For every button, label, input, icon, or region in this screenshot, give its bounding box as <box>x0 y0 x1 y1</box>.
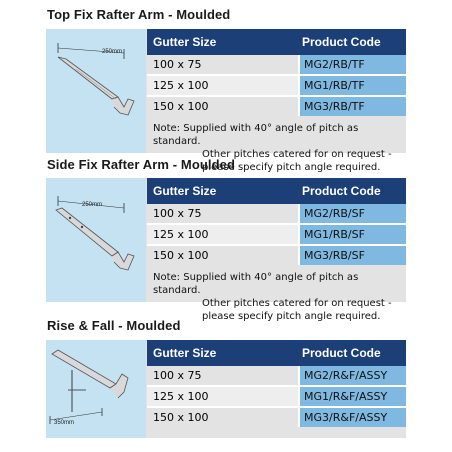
image-top-fix-rafter-arm <box>46 29 146 153</box>
table-row <box>147 406 406 427</box>
header-gutter-size: Gutter Size <box>153 184 217 198</box>
table-top-fix <box>147 29 406 174</box>
header-product-code: Product Code <box>302 346 381 360</box>
table-row <box>147 74 406 95</box>
section-title-side-fix: Side Fix Rafter Arm - Moulded <box>47 157 236 172</box>
image-side-fix-rafter-arm <box>46 178 146 302</box>
product-code-cell: MG3/R&F/ASSY <box>298 408 406 427</box>
product-code-cell: MG3/RB/TF <box>298 97 406 116</box>
product-code-cell: MG3/RB/SF <box>298 246 406 265</box>
table-header <box>147 340 406 366</box>
panel-side-fix <box>46 178 406 322</box>
table-row <box>147 366 406 385</box>
image-rise-fall-bracket <box>46 340 146 438</box>
table-row <box>147 204 406 223</box>
section-title-top-fix: Top Fix Rafter Arm - Moulded <box>47 7 231 22</box>
gutter-size-cell: 100 x 75 <box>147 55 298 74</box>
table-body <box>147 366 406 427</box>
note-line: Other pitches catered for on request - <box>202 298 392 309</box>
note-text <box>147 265 406 323</box>
product-code-cell: MG1/RB/SF <box>298 225 406 244</box>
note-line: Note: Supplied with 40° angle of pitch as standard. <box>153 123 359 147</box>
gutter-size-cell: 125 x 100 <box>147 225 298 244</box>
gutter-size-cell: 100 x 75 <box>147 204 298 223</box>
gutter-size-cell: 125 x 100 <box>147 76 298 95</box>
gutter-size-cell: 150 x 100 <box>147 246 298 265</box>
gutter-size-cell: 150 x 100 <box>147 97 298 116</box>
table-row <box>147 223 406 244</box>
table-row <box>147 55 406 74</box>
header-product-code: Product Code <box>302 35 381 49</box>
gutter-size-cell: 100 x 75 <box>147 366 298 385</box>
table-body <box>147 204 406 265</box>
table-rise-fall <box>147 340 406 427</box>
table-header <box>147 178 406 204</box>
panel-rise-fall <box>46 340 406 438</box>
table-side-fix <box>147 178 406 323</box>
dimension-label: 250mm <box>102 49 123 55</box>
table-header <box>147 29 406 55</box>
note-line: Note: Supplied with 40° angle of pitch as standard. <box>153 272 359 296</box>
header-product-code: Product Code <box>302 184 381 198</box>
table-row <box>147 244 406 265</box>
rafter-arm-drawing <box>46 178 146 302</box>
header-gutter-size: Gutter Size <box>153 35 217 49</box>
header-gutter-size: Gutter Size <box>153 346 217 360</box>
product-code-cell: MG2/RB/SF <box>298 204 406 223</box>
note-line: Other pitches catered for on request - <box>202 149 392 160</box>
product-code-cell: MG2/R&F/ASSY <box>298 366 406 385</box>
gutter-size-cell: 150 x 100 <box>147 408 298 427</box>
table-row <box>147 385 406 406</box>
dimension-label: 250mm <box>82 202 103 208</box>
section-title-rise-fall: Rise & Fall - Moulded <box>47 318 181 333</box>
gutter-size-cell: 125 x 100 <box>147 387 298 406</box>
dimension-label: 350mm <box>54 420 75 426</box>
note-line: please specify pitch angle required. <box>202 162 381 173</box>
table-row <box>147 95 406 116</box>
product-code-cell: MG1/RB/TF <box>298 76 406 95</box>
note-line: please specify pitch angle required. <box>202 311 381 322</box>
product-code-cell: MG1/R&F/ASSY <box>298 387 406 406</box>
product-code-cell: MG2/RB/TF <box>298 55 406 74</box>
table-body <box>147 55 406 116</box>
rafter-arm-drawing <box>46 29 146 153</box>
